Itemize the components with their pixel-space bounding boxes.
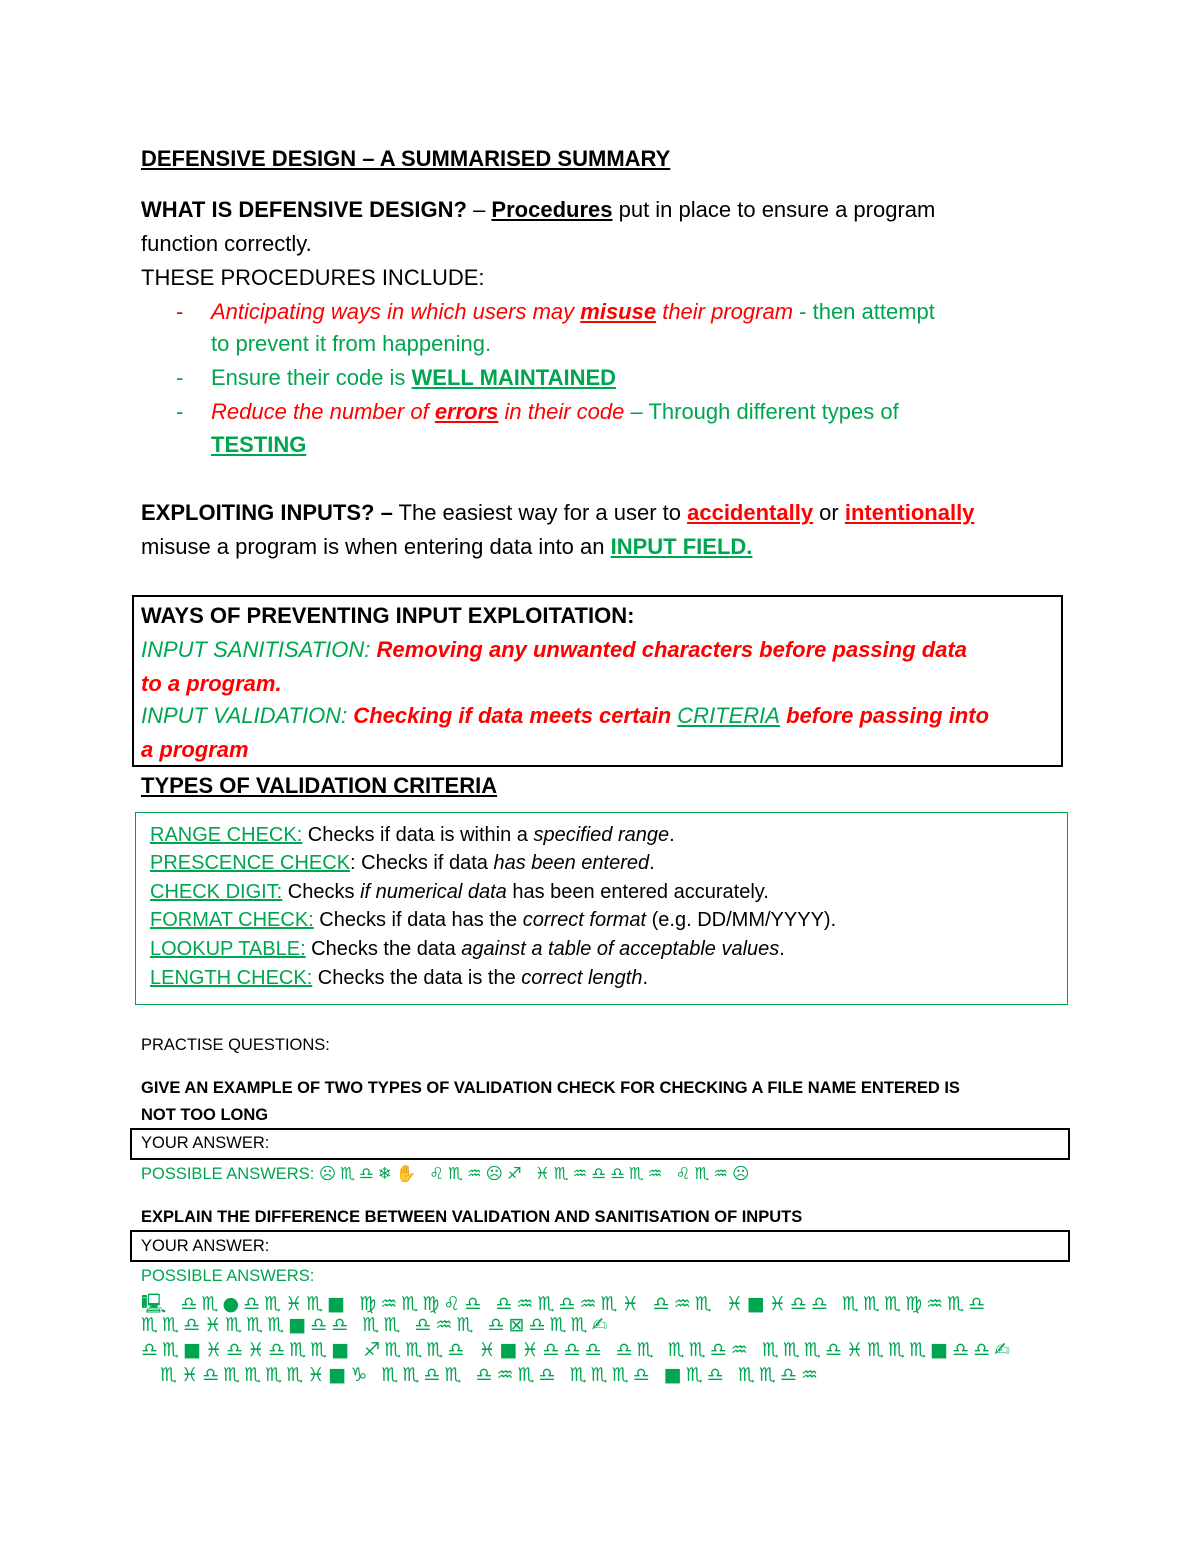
bullet-dash: - — [176, 399, 184, 424]
practise-heading: PRACTISE QUESTIONS: — [141, 1036, 330, 1054]
what-is-dash: – — [466, 197, 492, 222]
question-1-line1: GIVE AN EXAMPLE OF TWO TYPES OF VALIDATION CHECK FOR CHECKING A FILE NAME ENTERED IS — [141, 1079, 960, 1097]
format-check-line: FORMAT CHECK: Checks if data has the correct format (e.g. DD/MM/YYYY). — [150, 909, 837, 931]
check-digit-line: CHECK DIGIT: Checks if numerical data has been entered accurately. — [150, 881, 769, 903]
sanitisation-line2: to a program. — [141, 671, 282, 696]
possible-answers-2-glyphs-1: 🖳 ♎♏●♎♏♓♏■ ♍♒♏♍♌♎ ♎♒♏♎♒♏♓ ♎♒♏ ♓■♓♎♎ ♏♏♏♍♒♏♎ — [141, 1293, 990, 1315]
possible-answers-2-glyphs-2: ♏♏♎♓♏♏♏■♎♎ ♏♏ ♎♒♏ ♎⊠♎♏♏✍ — [141, 1314, 612, 1336]
possible-answers-2-label: POSSIBLE ANSWERS: — [141, 1267, 315, 1285]
range-check-line: RANGE CHECK: Checks if data is within a specified range. — [150, 824, 675, 846]
bullet-1-line2: to prevent it from happening. — [211, 331, 492, 356]
procedures-include-heading: THESE PROCEDURES INCLUDE: — [141, 265, 485, 290]
length-check-line: LENGTH CHECK: Checks the data is the correct length. — [150, 967, 648, 989]
answer-field-2[interactable] — [130, 1230, 1070, 1262]
what-is-label: WHAT IS DEFENSIVE DESIGN? — [141, 197, 467, 222]
validation-line1: INPUT VALIDATION: Checking if data meets certain CRITERIA before passing into — [141, 703, 990, 728]
misuse-term: misuse — [580, 299, 657, 324]
intentionally-term: intentionally — [844, 500, 975, 525]
presence-check-line: PRESCENCE CHECK: Checks if data has been entered. — [150, 852, 655, 874]
types-heading: TYPES OF VALIDATION CRITERIA — [141, 773, 498, 798]
bullet-dash: - — [176, 365, 184, 390]
procedures-term: Procedures — [491, 197, 613, 222]
well-maintained-term: WELL MAINTAINED — [411, 365, 617, 390]
bullet-dash: - — [176, 299, 184, 324]
accidentally-term: accidentally — [687, 500, 814, 525]
answer-field-1[interactable] — [130, 1128, 1070, 1160]
bullet-3-text: Reduce the number of errors in their code – Through different types of — [211, 399, 899, 424]
question-1-line2: NOT TOO LONG — [141, 1106, 269, 1124]
question-2-line1: EXPLAIN THE DIFFERENCE BETWEEN VALIDATION AND SANITISATION OF INPUTS — [141, 1208, 803, 1226]
what-is-line2: function correctly. — [141, 231, 312, 256]
possible-answers-1: POSSIBLE ANSWERS: ☹♏♎❄✋ ♌♏♒☹♐ ♓♏♒♎♎♏♒ ♌♏♒☹ — [141, 1164, 754, 1183]
exploiting-line2: misuse a program is when entering data into an INPUT FIELD. — [141, 534, 753, 559]
possible-answers-1-glyphs: ☹♏♎❄✋ ♌♏♒☹♐ ♓♏♒♎♎♏♒ ♌♏♒☹ — [318, 1164, 754, 1183]
bullet-1-text: Anticipating ways in which users may misuse their program - then attempt — [211, 299, 935, 324]
possible-answers-2-glyphs-4: ♏♓♎♏♏♏♏♓■♑ ♏♏♎♏ ♎♒♏♎ ♏♏♏♎ ■♏♎ ♏♏♎♒ — [160, 1364, 822, 1386]
exploiting-line1: EXPLOITING INPUTS? – The easiest way for a user to accidentally or intentionally — [141, 500, 975, 525]
document-title: DEFENSIVE DESIGN – A SUMMARISED SUMMARY — [141, 146, 671, 171]
answer-label-2: YOUR ANSWER: — [141, 1237, 270, 1255]
bullet-1 — [176, 299, 183, 325]
testing-term: TESTING — [211, 432, 307, 457]
possible-answers-2-glyphs-3: ♎♏■♓♎♓♎♏♏■ ♐♏♏♏♎ ♓■♓♎♎♎ ♎♏ ♏♏♎♒ ♏♏♏♎♓♏♏♏■♎♎✍ — [141, 1339, 1015, 1361]
errors-term: errors — [434, 399, 499, 424]
preventing-heading: WAYS OF PREVENTING INPUT EXPLOITATION: — [141, 603, 635, 628]
validation-line2: a program — [141, 737, 249, 762]
input-field-term: INPUT FIELD. — [610, 534, 753, 559]
lookup-table-line: LOOKUP TABLE: Checks the data against a table of acceptable values. — [150, 938, 785, 960]
criteria-term: CRITERIA — [677, 703, 780, 728]
what-is-rest: put in place to ensure a program — [612, 197, 936, 222]
what-is-line — [141, 197, 935, 223]
bullet-2-text: Ensure their code is WELL MAINTAINED — [211, 365, 617, 390]
answer-label-1: YOUR ANSWER: — [141, 1134, 270, 1152]
sanitisation-line1: INPUT SANITISATION: Removing any unwanted characters before passing data — [141, 637, 968, 662]
